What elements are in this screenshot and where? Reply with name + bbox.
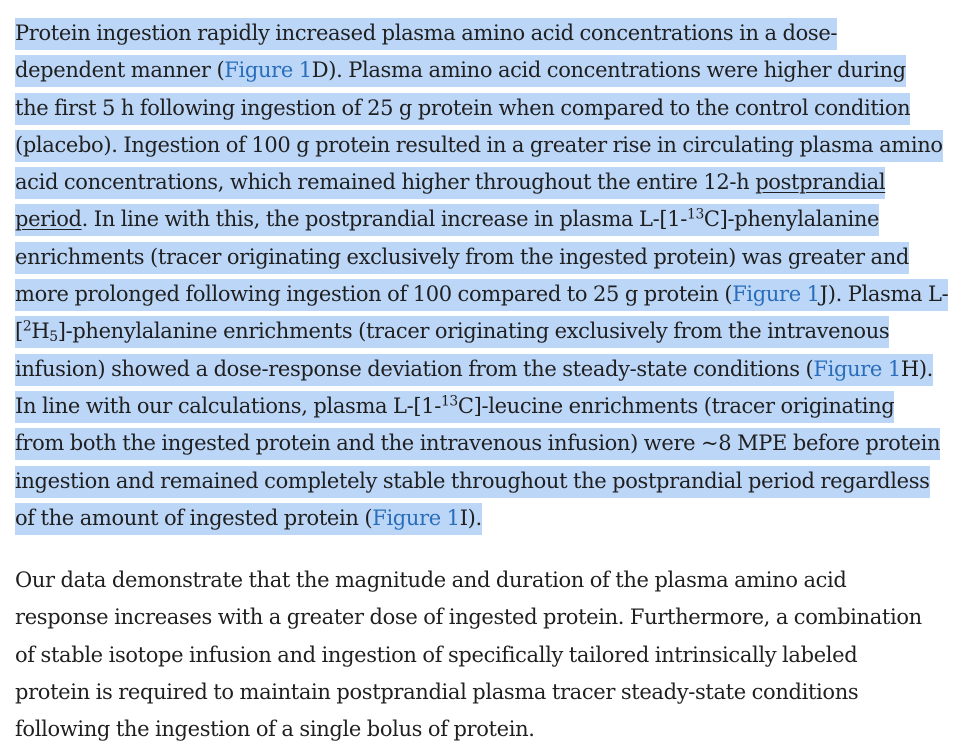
selected-text: more prolonged following ingestion of 100 compared to 25 g protein (Figure 1J). Plasma L- bbox=[15, 279, 948, 311]
text-line bbox=[15, 201, 948, 238]
figure-1h-link[interactable]: Figure 1 bbox=[813, 356, 901, 381]
text-line: response increases with a greater dose of ingested protein. Furthermore, a combination bbox=[15, 605, 922, 630]
selected-text: ingestion and remained completely stable throughout the postprandial period regardless bbox=[15, 466, 930, 498]
text-line bbox=[15, 127, 948, 164]
text-line bbox=[15, 425, 948, 462]
period-term-link[interactable]: period bbox=[15, 204, 82, 236]
text-line bbox=[15, 500, 948, 537]
text-line bbox=[15, 164, 948, 201]
figure-1d-link[interactable]: Figure 1 bbox=[224, 58, 312, 83]
selected-text: the first 5 h following ingestion of 25 g protein when compared to the control condition bbox=[15, 93, 910, 125]
text-line: Our data demonstrate that the magnitude and duration of the plasma amino acid bbox=[15, 568, 847, 592]
paragraph-conclusion bbox=[15, 562, 922, 748]
text-line bbox=[15, 239, 948, 276]
selected-text: $[^2H_5]$-phenylalanine enrichments (tracer originating exclusively from the intravenous bbox=[15, 316, 889, 348]
figure-1j-link[interactable]: Figure 1 bbox=[732, 282, 820, 307]
text-line bbox=[15, 463, 948, 500]
text-line bbox=[15, 388, 948, 425]
figure-1i-link[interactable]: Figure 1 bbox=[372, 505, 460, 530]
selected-text: infusion) showed a dose-response deviation from the steady-state conditions (Figure 1H). bbox=[15, 354, 933, 386]
postprandial-term-link[interactable]: postprandial bbox=[755, 167, 885, 199]
selected-text: (placebo). Ingestion of 100 g protein resulted in a greater rise in circulating plasma amino bbox=[15, 130, 943, 162]
text-line: following the ingestion of a single bolus of protein. bbox=[15, 717, 535, 742]
selected-text: dependent manner (Figure 1D). Plasma amino acid concentrations were higher during bbox=[15, 55, 906, 87]
paragraph-results bbox=[15, 15, 948, 537]
selected-text: Protein ingestion rapidly increased plasma amino acid concentrations in a dose- bbox=[15, 18, 837, 50]
selected-text: In line with our calculations, plasma L-[1-$^{13}$C]-leucine enrichments (tracer originating bbox=[15, 391, 894, 423]
selected-text: acid concentrations, which remained higher throughout the entire 12-h postprandial bbox=[15, 167, 885, 199]
text-line bbox=[15, 90, 948, 127]
text-line: of stable isotope infusion and ingestion of specifically tailored intrinsically labeled bbox=[15, 642, 858, 667]
selected-text: enrichments (tracer originating exclusively from the ingested protein) was greater and bbox=[15, 242, 909, 274]
text-line bbox=[15, 15, 948, 52]
text-line bbox=[15, 351, 948, 388]
selected-text: period. In line with this, the postprandial increase in plasma L-[1-$^{13}$C]-phenylalanine bbox=[15, 204, 879, 236]
text-line bbox=[15, 313, 948, 350]
text-line bbox=[15, 276, 948, 313]
selected-text: of the amount of ingested protein (Figure 1I). bbox=[15, 503, 482, 535]
text-line: protein is required to maintain postprandial plasma tracer steady-state conditions bbox=[15, 679, 859, 704]
selected-text: from both the ingested protein and the intravenous infusion) were ~8 MPE before protein bbox=[15, 428, 940, 460]
text-line bbox=[15, 52, 948, 89]
